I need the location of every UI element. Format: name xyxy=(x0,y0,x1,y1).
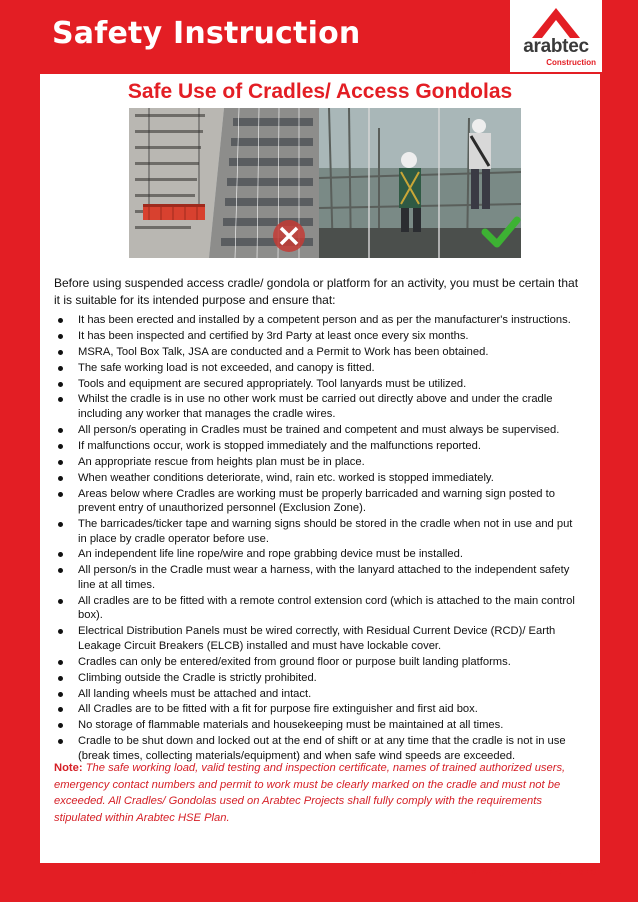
list-item: An appropriate rescue from heights plan must be in place. xyxy=(54,455,584,470)
facade-cradle-illustration xyxy=(129,108,319,258)
note-text: The safe working load, valid testing and inspection certificate, names of trained authorized users, emergency contact numbers and permit to work must be clearly marked on the cradle and must not be exceeded. All Cradles/ Gondolas used on Arabtec Projects shall fully comply with the requirements stipulated within Arabtec HSE Plan. xyxy=(54,762,566,824)
list-item: Cradles can only be entered/exited from ground floor or purpose built landing platforms. xyxy=(54,655,584,670)
list-item: The barricades/ticker tape and warning signs should be stored in the cradle when not in use and put in place by cradle operator before use. xyxy=(54,517,584,546)
list-item: Climbing outside the Cradle is strictly prohibited. xyxy=(54,671,584,686)
list-item: When weather conditions deteriorate, wind, rain etc. worked is stopped immediately. xyxy=(54,471,584,486)
list-item: MSRA, Tool Box Talk, JSA are conducted and a Permit to Work has been obtained. xyxy=(54,345,584,360)
workers-harness-illustration xyxy=(319,108,521,258)
document-panel xyxy=(40,74,600,876)
list-item: All person/s in the Cradle must wear a harness, with the lanyard attached to the independent safety line at all times. xyxy=(54,563,584,592)
note-paragraph xyxy=(54,760,586,826)
list-item: No storage of flammable materials and housekeeping must be maintained at all times. xyxy=(54,718,584,733)
instruction-list xyxy=(54,313,584,765)
list-item: If malfunctions occur, work is stopped immediately and the malfunctions reported. xyxy=(54,439,584,454)
form-revision: (Rev 0 – Aug 16) xyxy=(541,869,596,876)
list-item: Tools and equipment are secured appropriately. Tool lanyards must be utilized. xyxy=(54,377,584,392)
note-label: Note: xyxy=(54,762,83,774)
list-item: An independent life line rope/wire and rope grabbing device must be installed. xyxy=(54,547,584,562)
list-item: The safe working load is not exceeded, and canopy is fitted. xyxy=(54,361,584,376)
list-item: All landing wheels must be attached and intact. xyxy=(54,687,584,702)
logo-brand-text: arabtec xyxy=(523,36,589,57)
list-item: Whilst the cradle is in use no other work must be carried out directly above and under the cradle including any worker that manages the cradle wires. xyxy=(54,392,584,421)
list-item: Electrical Distribution Panels must be wired correctly, with Residual Current Device (RCD)/ Earth Leakage Circuit Breakers (ELCB) installed and must have lockable cover. xyxy=(54,624,584,653)
list-item: All person/s operating in Cradles must be trained and competent and must always be supervised. xyxy=(54,423,584,438)
workers-harness-photo xyxy=(319,108,521,258)
list-item: All Cradles are to be fitted with a fit for purpose fire extinguisher and first aid box. xyxy=(54,702,584,717)
document-subtitle: Safe Use of Cradles/ Access Gondolas xyxy=(127,80,513,103)
logo-tagline: Construction xyxy=(546,58,596,67)
list-item: Cradle to be shut down and locked out at the end of shift or at any time that the cradle is not in use (break times, collecting materials/equipment) and when safe wind speeds are exceeded. xyxy=(54,734,584,763)
list-item: It has been inspected and certified by 3rd Party at least once every six months. xyxy=(54,329,584,344)
intro-paragraph: Before using suspended access cradle/ gondola or platform for an activity, you must be certain that it is suitable for its intended purpose and ensure that: xyxy=(54,276,579,307)
list-item: All cradles are to be fitted with a remote control extension cord (which is attached to the main control box). xyxy=(54,594,584,623)
company-logo xyxy=(510,0,602,72)
form-number: Form # HSEQ – HSEA xyxy=(446,866,542,876)
page-title: Safety Instruction xyxy=(52,16,361,51)
facade-cradle-photo xyxy=(129,108,319,258)
form-reference xyxy=(40,866,596,876)
list-item: It has been erected and installed by a competent person and as per the manufacturer's instructions. xyxy=(54,313,584,328)
list-item: Areas below where Cradles are working must be properly barricaded and warning sign posted to prevent entry of unauthorized personnel (Exclusion Zone). xyxy=(54,487,584,516)
